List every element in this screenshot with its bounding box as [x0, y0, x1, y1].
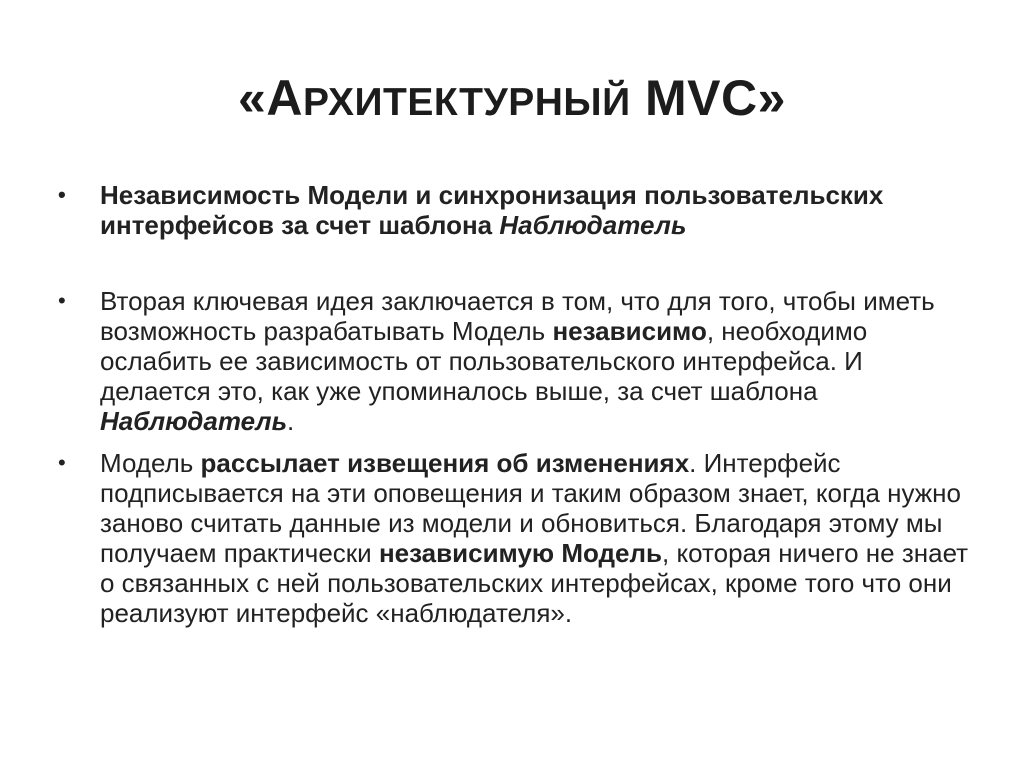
- bullet-3-text-2: . Интерфейс подписывается на эти оповещения и таким образом знает, когда нужно заново считать данные из модели и обновиться. Благодаря этому мы получаем практически: [100, 448, 961, 568]
- bullet-2-bold-italic: Наблюдатель: [100, 406, 288, 436]
- bullet-3-text-1: Модель: [100, 448, 201, 478]
- bullet-2-text-2: , необходимо ослабить ее зависимость от пользовательского интерфейса. И делается это, как уже упоминалось выше, за счет шаблона: [100, 316, 868, 406]
- bullet-item-1: [58, 180, 978, 240]
- title-open-quote: «: [238, 70, 267, 126]
- bullet-list: [58, 180, 978, 628]
- bullet-3-bold-1: рассылает извещения об изменениях: [200, 448, 690, 478]
- title-space: [631, 70, 645, 126]
- bullet-item-2: [58, 286, 978, 436]
- title-first-letter: А: [266, 70, 303, 126]
- title-small-caps: РХИТЕКТУРНЫЙ: [302, 81, 631, 124]
- slide-title: [0, 68, 1024, 133]
- bullet-1-italic: Наблюдатель: [499, 210, 687, 240]
- bullet-3-text-3: , которая ничего не знает о связанных с ней пользовательских интерфейсах, кроме того что они реализуют интерфейс «наблюдателя».: [100, 538, 969, 628]
- bullet-2-text-1: Вторая ключевая идея заключается в том, что для того, чтобы иметь возможность разрабатывать Модель: [100, 286, 935, 346]
- bullet-marker: •: [58, 182, 66, 207]
- title-close-quote: »: [757, 70, 786, 126]
- bullet-item-3: [58, 448, 978, 628]
- bullet-2-bold: независимо: [552, 316, 707, 346]
- title-acronym: MVC: [645, 70, 758, 126]
- bullet-3-bold-2: независимую Модель: [378, 538, 662, 568]
- bullet-marker: •: [58, 450, 66, 475]
- bullet-2-text-3: .: [287, 406, 295, 436]
- bullet-1-text: Независимость Модели и синхронизация пользовательских интерфейсов за счет шаблона: [100, 180, 884, 240]
- bullet-marker: •: [58, 288, 66, 313]
